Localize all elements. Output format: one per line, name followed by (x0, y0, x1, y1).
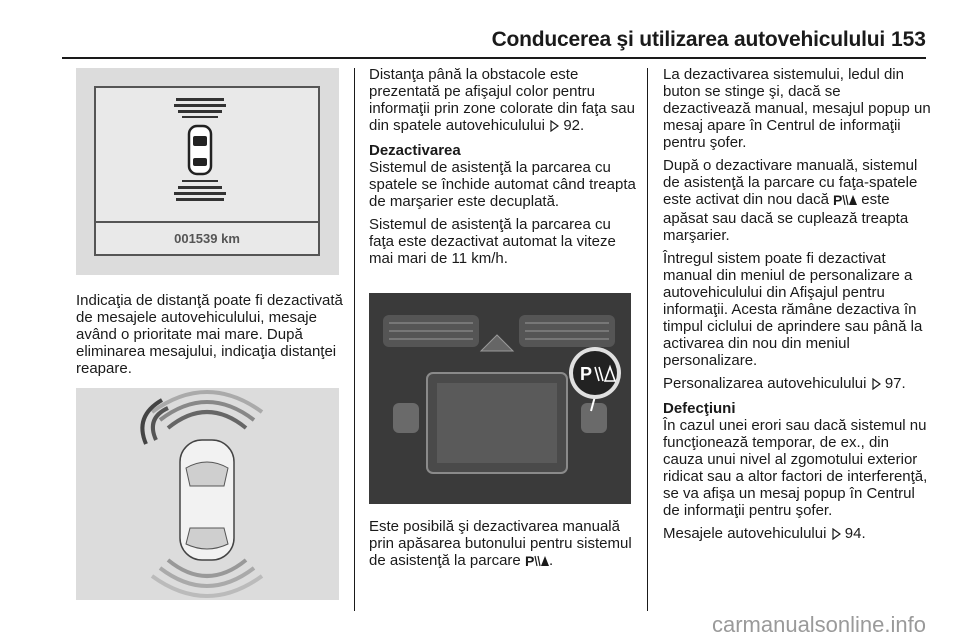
paragraph-text: este apăsat sau dacă se cuplează treapta marşarier. (663, 191, 909, 244)
paragraph (663, 525, 931, 544)
paragraph-text: Distanţa până la obstacole este prezentată pe afişajul color pentru informaţii prin zone colorate din faţa sau din spatele autovehiculului (369, 66, 635, 134)
arrow-ref-icon (831, 527, 841, 544)
paragraph (663, 157, 931, 244)
paragraph (369, 66, 637, 136)
parking-display-figure (76, 68, 339, 275)
paragraph-text: Mesajele autovehiculului (663, 525, 827, 542)
paragraph: Sistemul de asistenţă la parcarea cu spatele se închide automat când treapta de marşarier este decuplată. (369, 159, 636, 210)
column-3-text (663, 66, 931, 550)
column-1-text (76, 292, 346, 383)
column-2-text-top (369, 66, 637, 273)
display-screen (94, 86, 320, 256)
paragraph-text: Este posibilă şi dezactivarea manuală prin apăsarea butonului pentru sistemul de asistenţă la parcare (369, 518, 632, 569)
paragraph: La dezactivarea sistemului, ledul din buton se stinge şi, dacă se dezactivează manual, mesajul popup un mesaj apare în Centrul de informaţii pentru şofer. (663, 66, 931, 151)
page-reference: 94. (844, 525, 866, 542)
arrow-ref-icon (871, 377, 881, 394)
page-number: 153 (890, 28, 926, 51)
paragraph: Indicaţia de distanţă poate fi dezactivată de mesajele autovehiculului, mesaje având o prioritate mai mare. După eliminarea mesajului, indicaţia distanţei reapare. (76, 292, 343, 377)
header-rule (62, 57, 926, 59)
column-2-text-bottom (369, 518, 637, 577)
odometer-divider (96, 221, 318, 223)
car-top-view (180, 440, 234, 560)
svg-text:P: P (524, 553, 535, 567)
park-assist-icon (525, 553, 549, 571)
column-divider-left (354, 68, 355, 611)
dashboard-illustration (369, 293, 631, 504)
odometer-value: 001539 km (174, 231, 240, 246)
park-assist-icon (833, 192, 857, 210)
paragraph (663, 375, 931, 394)
arrow-ref-icon (549, 119, 559, 136)
page-header-title: Conducerea şi utilizarea autovehiculului (491, 28, 885, 51)
column-divider-right (647, 68, 648, 611)
paragraph: Întregul sistem poate fi dezactivat manual din meniul de personalizare a autovehiculului din Afişajul pentru informaţii. Acesta rămâne dezactiva în timpul ciclului de aprindere sau până la activarea din nou din meniul personalizare. (663, 250, 923, 369)
paragraph: Sistemul de asistenţă la parcarea cu faţa este dezactivat automat la viteze mai mari de 11 km/h. (369, 216, 616, 267)
sensor-arcs-figure (76, 388, 339, 600)
parking-zones-graphic (96, 88, 318, 218)
paragraph-text: După o dezactivare manuală, sistemul de asistenţă la parcare cu faţa-spatele este activat din nou dacă (663, 157, 918, 208)
page-reference: 92. (563, 117, 585, 134)
paragraph: În cazul unei erori sau dacă sistemul nu funcţionează temporar, de ex., din cauza unui nivel al zgomotului exterior ridicat sau a altor factori de interferenţă, se va afişa un mesaj popup în Centrul de informaţii pentru şofer. (663, 417, 928, 519)
paragraph-text: Personalizarea autovehiculului (663, 375, 867, 392)
section-heading-deactivation: Dezactivarea (369, 142, 461, 159)
sentence-end: . (548, 552, 554, 569)
paragraph (369, 518, 637, 571)
watermark: carmanualsonline.info (711, 612, 926, 637)
car-icon (189, 126, 211, 174)
svg-text:P: P (833, 192, 843, 206)
car-sensor-illustration (76, 388, 339, 600)
section-heading-malfunctions: Defecţiuni (663, 400, 736, 417)
page-reference: 97. (884, 375, 906, 392)
svg-text:P: P (580, 364, 593, 384)
dashboard-button-figure (369, 293, 631, 504)
